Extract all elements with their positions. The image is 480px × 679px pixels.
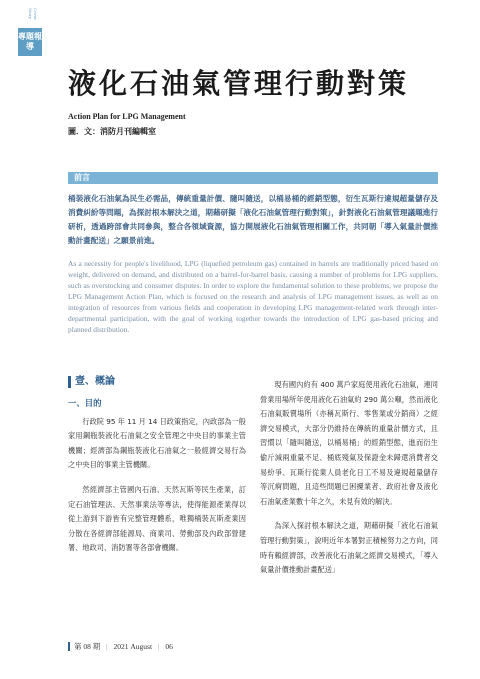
section-english-label: Cover Story — [28, 8, 38, 21]
page-number: 06 — [165, 642, 173, 651]
footer-separator: | — [157, 642, 160, 651]
article-title: 液化石油氣管理行動對策 — [68, 67, 410, 100]
footer-accent — [68, 642, 70, 651]
subsection-heading: 一、目的 — [68, 398, 102, 408]
right-column — [260, 378, 438, 588]
article-subtitle: Action Plan for LPG Management — [68, 112, 186, 121]
preface-label: 前言 — [74, 173, 90, 182]
body-paragraph: 現有國內約有 400 萬戶家庭使用液化石油氣，連同營業用場所年使用液化石油氣約 290 萬公噸，然而液化石油氣販賣場所（亦稱瓦斯行、零售業或分銷商）之經濟交易模式，大部分仍維持在傳統的重量計價方式，且習慣以「隨叫隨送，以桶易桶」的經銷型態，進而衍生偷斤減兩重量不足、桶底殘氣及保證金未歸還消費者交易紛爭、瓦斯行從業人員老化日工不易及違規超量儲存等沉痾問題，且這些問題已困擾業者、政府社會及液化石油氣產業數十年之久，未見有效的解決。 — [260, 380, 438, 506]
page-footer — [74, 641, 173, 652]
chinese-abstract: 桶裝液化石油氣為民生必需品，傳統重量計價、隨叫隨送，以桶易桶的經銷型態，衍生瓦斯行違規超量儲存及消費糾紛等問題，為探討根本解決之道，期藉研擬「液化石油氣管理行動對策」，針對液化石油氣管理議題進行研析，透過跨部會共同參與，整合各領域資源，協力開展液化石油氣管理相關工作，共同朝「導入氣量計價推動計畫配送」之願景前進。 — [68, 194, 438, 245]
footer-separator: | — [106, 642, 108, 651]
body-paragraph: 為深入探討根本解決之道，期藉研擬「液化石油氣管理行動對策」，說明近年本署對正積極努力之方向，同時有賴經濟部，改善液化石油氣之經濟交易模式，「導入氣量計價推動計畫配送」 — [260, 521, 438, 575]
left-column — [68, 376, 246, 566]
preface-header-bar — [68, 172, 438, 184]
article-author: 圖．文：消防月刊編輯室 — [68, 127, 156, 136]
issue-date: 2021 August — [113, 642, 153, 651]
body-paragraph: 行政院 95 年 11 月 14 日政策指定，內政部為一般家用鋼瓶裝液化石油氣之安全管理之中央目的事業主管機關；經濟部為鋼瓶裝液化石油氣之一般經濟交易行為之中央目的事業主管機關。 — [68, 416, 246, 470]
section-tab: 專題報導 — [18, 28, 42, 56]
issue-number: 第 08 期 — [74, 642, 101, 651]
section-heading: 壹、概論 — [68, 376, 246, 388]
body-paragraph: 然經濟部主管國內石油、天然瓦斯等民生產業，訂定石油管理法、天然事業法等專法，使得能源產業得以從上游到下游皆有完整管理體系，唯獨桶裝瓦斯產業因分散在各經濟部能源局、商業司、勞動部及內政部營建署、地政司、消防署等各部會機關。 — [68, 484, 246, 553]
english-abstract: As a necessity for people's livelihood, LPG (liquefied petroleum gas) contained in barrels are traditionally priced based on weight, delivered on demand, and distributed on a barrel-for-barrel basis, causing a number of problems for LPG suppliers, such as overstocking and consumer disputes. In order to explore the fundamental solution to these problems, we propose the LPG Management Action Plan, which is focused on the research and analysis of LPG management issues, as well as on integration of resources from various fields and cooperation in developing LPG management-related work through inter-departmental participation, with the goal of working together towards the introduction of LPG gas-based pricing and planned distribution. — [68, 259, 438, 334]
